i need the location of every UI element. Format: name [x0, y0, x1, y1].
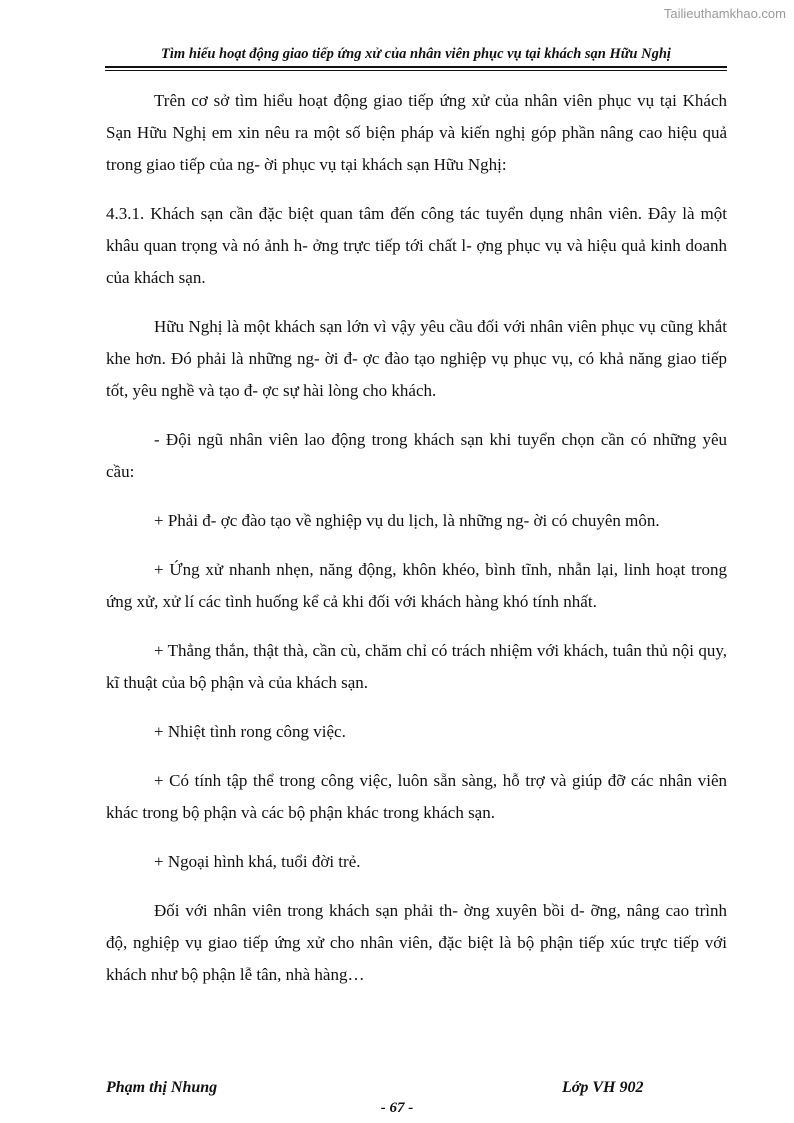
list-item: + Ứng xử nhanh nhẹn, năng động, khôn khéo, bình tĩnh, nhẫn lại, linh hoạt trong ứng xử, xử lí các tình huống kể cả khi đối với khách hàng khó tính nhất.	[106, 560, 727, 611]
list-item: + Nhiệt tình rong công việc.	[154, 722, 346, 741]
paragraph-training: Đối với nhân viên trong khách sạn phải th- ờng xuyên bồi d- ỡng, nâng cao trình độ, nghiệp vụ giao tiếp ứng xử cho nhân viên, đặc biệt là bộ phận tiếp xúc trực tiếp với khách như bộ phận lễ tân, nhà hàng…	[106, 901, 727, 984]
list-item: + Thẳng thắn, thật thà, cần cù, chăm chỉ có trách nhiệm với khách, tuân thủ nội quy, kĩ thuật của bộ phận và của khách sạn.	[106, 641, 727, 692]
page-body	[106, 85, 727, 991]
list-item: + Phải đ- ợc đào tạo về nghiệp vụ du lịch, là những ng- ời có chuyên môn.	[154, 511, 660, 530]
header-rule-thick	[105, 66, 727, 68]
header-rule-thin	[105, 70, 727, 71]
list-item: + Có tính tập thể trong công việc, luôn sẵn sàng, hỗ trợ và giúp đỡ các nhân viên khác trong bộ phận và các bộ phận khác trong khách sạn.	[106, 771, 727, 822]
footer-author: Phạm thị Nhung	[106, 1079, 218, 1096]
paragraph-staff-criteria: - Đội ngũ nhân viên lao động trong khách sạn khi tuyển chọn cần có những yêu cầu:	[106, 430, 727, 481]
page-number: - 67 -	[380, 1100, 414, 1116]
paragraph-section-4-3-1: 4.3.1. Khách sạn cần đặc biệt quan tâm đến công tác tuyển dụng nhân viên. Đây là một khâu quan trọng và nó ảnh h- ởng trực tiếp tới chất l- ợng phục vụ và hiệu quả kinh doanh của khách sạn.	[106, 204, 727, 287]
paragraph-intro: Trên cơ sở tìm hiểu hoạt động giao tiếp ứng xử của nhân viên phục vụ tại Khách Sạn Hữu Nghị em xin nêu ra một số biện pháp và kiến nghị góp phần nâng cao hiệu quả trong giao tiếp của ng- ời phục vụ tại khách sạn Hữu Nghị:	[106, 91, 727, 174]
footer-class: Lớp VH 902	[562, 1079, 644, 1096]
watermark: Tailieuthamkhao.com	[663, 6, 786, 21]
list-item: + Ngoại hình khá, tuổi đời trẻ.	[154, 852, 361, 871]
paragraph-requirements: Hữu Nghị là một khách sạn lớn vì vậy yêu cầu đối với nhân viên phục vụ cũng khắt khe hơn. Đó phải là những ng- ời đ- ợc đào tạo nghiệp vụ phục vụ, có khả năng giao tiếp tốt, yêu nghề và tạo đ- ợc sự hài lòng cho khách.	[106, 317, 727, 400]
running-header: Tìm hiểu hoạt động giao tiếp ứng xử của nhân viên phục vụ tại khách sạn Hữu Nghị	[161, 46, 671, 62]
